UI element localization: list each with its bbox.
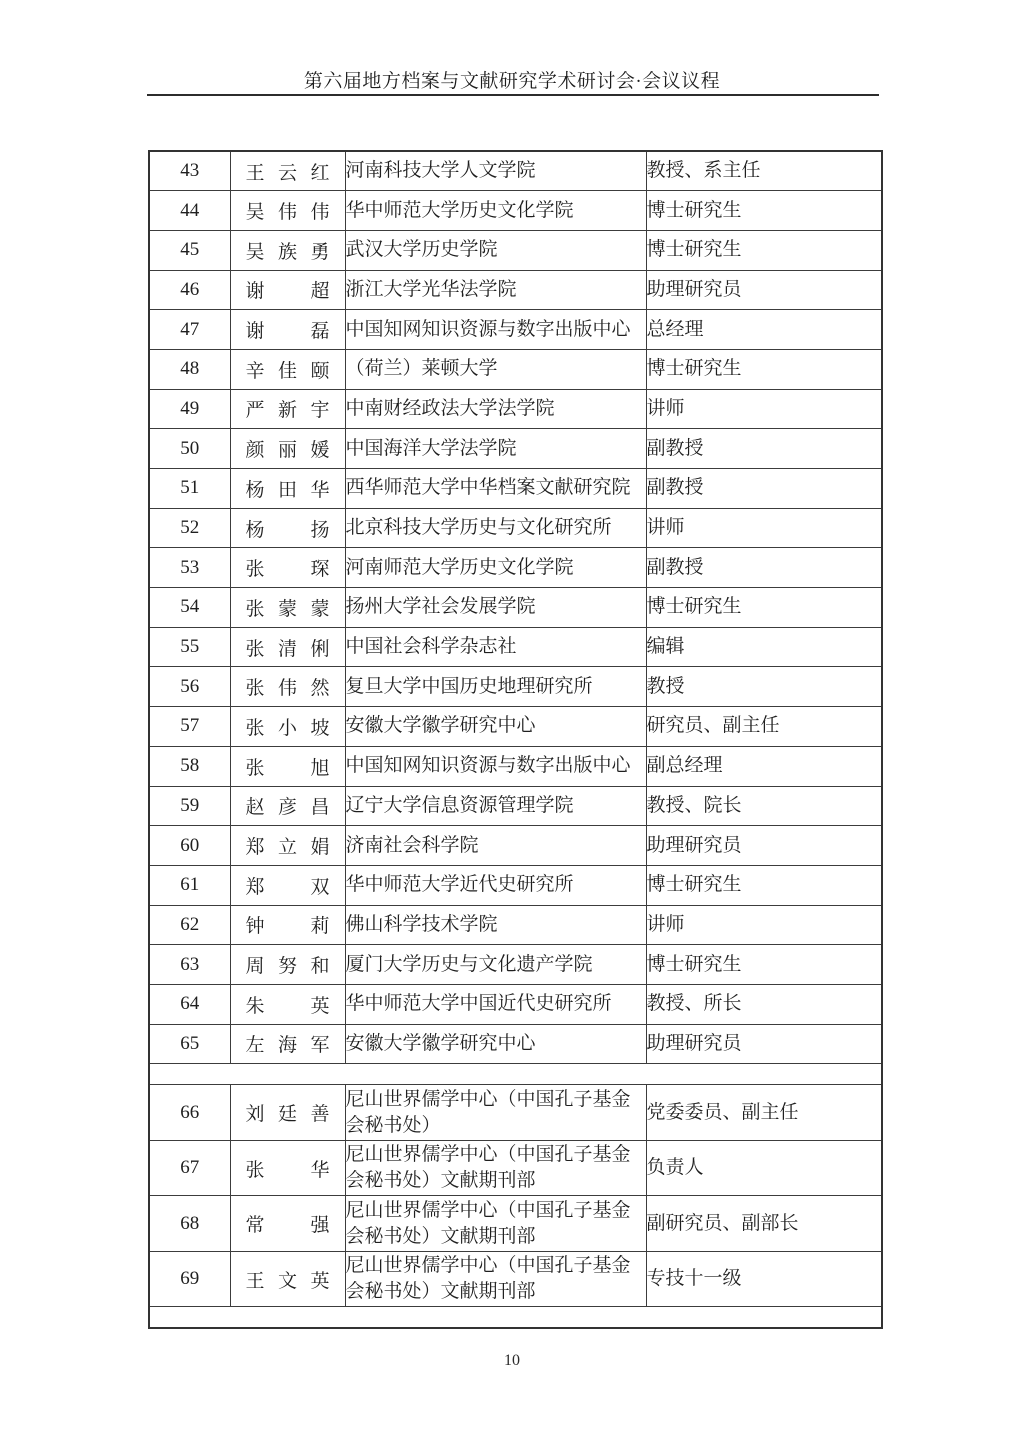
affiliation-cell: 华中师范大学历史文化学院 bbox=[345, 191, 646, 231]
position-cell: 总经理 bbox=[646, 310, 882, 350]
attendee-name: 常强 bbox=[245, 1215, 330, 1237]
affiliation-cell: （荷兰）莱顿大学 bbox=[345, 349, 646, 389]
attendee-name: 钟莉 bbox=[245, 916, 330, 938]
affiliation-cell: 中国知网知识资源与数字出版中心 bbox=[345, 310, 646, 350]
attendee-name: 王文英 bbox=[245, 1270, 330, 1292]
attendee-name-cell bbox=[230, 707, 345, 747]
position-cell: 党委委员、副主任 bbox=[646, 1085, 882, 1141]
attendee-name: 左海军 bbox=[245, 1035, 330, 1057]
row-number-cell: 50 bbox=[149, 429, 230, 469]
row-number-cell: 44 bbox=[149, 191, 230, 231]
attendee-name-cell bbox=[230, 270, 345, 310]
affiliation-cell: 复旦大学中国历史地理研究所 bbox=[345, 667, 646, 707]
row-number-cell: 55 bbox=[149, 627, 230, 667]
row-number-cell: 62 bbox=[149, 905, 230, 945]
position-cell: 负责人 bbox=[646, 1140, 882, 1196]
row-number-cell: 49 bbox=[149, 389, 230, 429]
row-number-cell: 60 bbox=[149, 826, 230, 866]
position-cell: 编辑 bbox=[646, 627, 882, 667]
header-divider-line bbox=[147, 94, 879, 96]
attendee-name: 赵彦昌 bbox=[245, 797, 330, 819]
attendee-name-cell bbox=[230, 389, 345, 429]
attendee-name-cell bbox=[230, 945, 345, 985]
attendee-name-cell bbox=[230, 667, 345, 707]
affiliation-cell: 尼山世界儒学中心（中国孔子基金会秘书处） bbox=[345, 1085, 646, 1141]
spacer-cell bbox=[149, 1307, 882, 1328]
participants-group-1 bbox=[149, 151, 882, 1064]
position-cell: 教授、系主任 bbox=[646, 151, 882, 191]
row-number-cell: 69 bbox=[149, 1251, 230, 1307]
table-row bbox=[149, 627, 882, 667]
position-cell: 副教授 bbox=[646, 469, 882, 509]
affiliation-cell: 扬州大学社会发展学院 bbox=[345, 588, 646, 628]
row-number-cell: 43 bbox=[149, 151, 230, 191]
affiliation-cell: 华中师范大学中国近代史研究所 bbox=[345, 984, 646, 1024]
table-row bbox=[149, 865, 882, 905]
attendee-name-cell bbox=[230, 310, 345, 350]
table-row bbox=[149, 508, 882, 548]
attendee-name-cell bbox=[230, 865, 345, 905]
attendee-name-cell bbox=[230, 469, 345, 509]
table-row bbox=[149, 1196, 882, 1252]
row-number-cell: 53 bbox=[149, 548, 230, 588]
participants-table bbox=[148, 150, 883, 1329]
attendee-name: 杨扬 bbox=[245, 519, 330, 541]
row-number-cell: 58 bbox=[149, 746, 230, 786]
table-spacer-row-bottom bbox=[149, 1307, 882, 1328]
affiliation-cell: 尼山世界儒学中心（中国孔子基金会秘书处）文献期刊部 bbox=[345, 1196, 646, 1252]
table-row bbox=[149, 1024, 882, 1064]
attendee-name-cell bbox=[230, 508, 345, 548]
affiliation-cell: 济南社会科学院 bbox=[345, 826, 646, 866]
position-cell: 助理研究员 bbox=[646, 1024, 882, 1064]
table-row bbox=[149, 151, 882, 191]
table-row bbox=[149, 984, 882, 1024]
table-row bbox=[149, 826, 882, 866]
attendee-name-cell bbox=[230, 588, 345, 628]
attendee-name: 郑立娟 bbox=[245, 837, 330, 859]
attendee-name-cell bbox=[230, 1024, 345, 1064]
table-row bbox=[149, 588, 882, 628]
position-cell: 博士研究生 bbox=[646, 191, 882, 231]
position-cell: 教授、院长 bbox=[646, 786, 882, 826]
table-row bbox=[149, 429, 882, 469]
position-cell: 副教授 bbox=[646, 429, 882, 469]
table-row bbox=[149, 270, 882, 310]
attendee-name: 张伟然 bbox=[245, 678, 330, 700]
row-number-cell: 63 bbox=[149, 945, 230, 985]
affiliation-cell: 中国海洋大学法学院 bbox=[345, 429, 646, 469]
attendee-name-cell bbox=[230, 1085, 345, 1141]
attendee-name: 杨田华 bbox=[245, 479, 330, 501]
attendee-name-cell bbox=[230, 548, 345, 588]
attendee-name-cell bbox=[230, 905, 345, 945]
row-number-cell: 67 bbox=[149, 1140, 230, 1196]
attendee-name-cell bbox=[230, 429, 345, 469]
affiliation-cell: 河南师范大学历史文化学院 bbox=[345, 548, 646, 588]
attendee-name: 张琛 bbox=[245, 559, 330, 581]
page-number: 10 bbox=[504, 1352, 520, 1369]
affiliation-cell: 安徽大学徽学研究中心 bbox=[345, 1024, 646, 1064]
affiliation-cell: 尼山世界儒学中心（中国孔子基金会秘书处）文献期刊部 bbox=[345, 1251, 646, 1307]
attendee-name-cell bbox=[230, 151, 345, 191]
affiliation-cell: 厦门大学历史与文化遗产学院 bbox=[345, 945, 646, 985]
attendee-name: 周努和 bbox=[245, 956, 330, 978]
attendee-name-cell bbox=[230, 984, 345, 1024]
table-row bbox=[149, 905, 882, 945]
attendee-name-cell bbox=[230, 746, 345, 786]
affiliation-cell: 安徽大学徽学研究中心 bbox=[345, 707, 646, 747]
table-row bbox=[149, 469, 882, 509]
attendee-name: 张旭 bbox=[245, 757, 330, 779]
attendee-name-cell bbox=[230, 826, 345, 866]
row-number-cell: 52 bbox=[149, 508, 230, 548]
row-number-cell: 46 bbox=[149, 270, 230, 310]
row-number-cell: 57 bbox=[149, 707, 230, 747]
table-row bbox=[149, 548, 882, 588]
affiliation-cell: 辽宁大学信息资源管理学院 bbox=[345, 786, 646, 826]
row-number-cell: 65 bbox=[149, 1024, 230, 1064]
attendee-name: 郑双 bbox=[245, 876, 330, 898]
affiliation-cell: 浙江大学光华法学院 bbox=[345, 270, 646, 310]
table-row bbox=[149, 707, 882, 747]
attendee-name: 严新宇 bbox=[245, 400, 330, 422]
row-number-cell: 56 bbox=[149, 667, 230, 707]
spacer-row bbox=[149, 1064, 882, 1085]
spacer-cell bbox=[149, 1064, 882, 1085]
position-cell: 教授、所长 bbox=[646, 984, 882, 1024]
position-cell: 博士研究生 bbox=[646, 945, 882, 985]
attendee-name-cell bbox=[230, 1196, 345, 1252]
table-row bbox=[149, 786, 882, 826]
row-number-cell: 47 bbox=[149, 310, 230, 350]
affiliation-cell: 佛山科学技术学院 bbox=[345, 905, 646, 945]
table-row bbox=[149, 310, 882, 350]
row-number-cell: 51 bbox=[149, 469, 230, 509]
position-cell: 专技十一级 bbox=[646, 1251, 882, 1307]
position-cell: 副研究员、副部长 bbox=[646, 1196, 882, 1252]
affiliation-cell: 尼山世界儒学中心（中国孔子基金会秘书处）文献期刊部 bbox=[345, 1140, 646, 1196]
row-number-cell: 45 bbox=[149, 230, 230, 270]
position-cell: 教授 bbox=[646, 667, 882, 707]
table-spacer-row bbox=[149, 1064, 882, 1085]
table-row bbox=[149, 389, 882, 429]
attendee-name-cell bbox=[230, 1251, 345, 1307]
row-number-cell: 66 bbox=[149, 1085, 230, 1141]
position-cell: 博士研究生 bbox=[646, 230, 882, 270]
page-title: 第六届地方档案与文献研究学术研讨会·会议议程 bbox=[303, 71, 721, 92]
position-cell: 讲师 bbox=[646, 389, 882, 429]
position-cell: 研究员、副主任 bbox=[646, 707, 882, 747]
row-number-cell: 64 bbox=[149, 984, 230, 1024]
affiliation-cell: 中国社会科学杂志社 bbox=[345, 627, 646, 667]
attendee-name: 颜丽媛 bbox=[245, 440, 330, 462]
attendee-name-cell bbox=[230, 191, 345, 231]
attendee-name-cell bbox=[230, 627, 345, 667]
row-number-cell: 48 bbox=[149, 349, 230, 389]
attendee-name: 谢超 bbox=[245, 281, 330, 303]
position-cell: 助理研究员 bbox=[646, 270, 882, 310]
spacer-row bbox=[149, 1307, 882, 1328]
table-row bbox=[149, 349, 882, 389]
attendee-name-cell bbox=[230, 1140, 345, 1196]
attendee-name: 刘廷善 bbox=[245, 1104, 330, 1126]
table-row bbox=[149, 1085, 882, 1141]
position-cell: 副教授 bbox=[646, 548, 882, 588]
attendee-name-cell bbox=[230, 230, 345, 270]
affiliation-cell: 中国知网知识资源与数字出版中心 bbox=[345, 746, 646, 786]
attendee-name: 王云红 bbox=[245, 162, 330, 184]
attendee-name: 吴伟伟 bbox=[245, 202, 330, 224]
affiliation-cell: 西华师范大学中华档案文献研究院 bbox=[345, 469, 646, 509]
affiliation-cell: 河南科技大学人文学院 bbox=[345, 151, 646, 191]
attendee-name: 吴族勇 bbox=[245, 241, 330, 263]
row-number-cell: 54 bbox=[149, 588, 230, 628]
position-cell: 博士研究生 bbox=[646, 588, 882, 628]
table-row bbox=[149, 667, 882, 707]
attendee-name: 张清俐 bbox=[245, 638, 330, 660]
attendee-name: 辛佳颐 bbox=[245, 360, 330, 382]
attendee-name: 朱英 bbox=[245, 995, 330, 1017]
row-number-cell: 61 bbox=[149, 865, 230, 905]
table-row bbox=[149, 1140, 882, 1196]
row-number-cell: 68 bbox=[149, 1196, 230, 1252]
attendee-name-cell bbox=[230, 786, 345, 826]
affiliation-cell: 华中师范大学近代史研究所 bbox=[345, 865, 646, 905]
affiliation-cell: 武汉大学历史学院 bbox=[345, 230, 646, 270]
position-cell: 博士研究生 bbox=[646, 865, 882, 905]
attendee-name-cell bbox=[230, 349, 345, 389]
attendee-name: 张蒙蒙 bbox=[245, 598, 330, 620]
table-row bbox=[149, 1251, 882, 1307]
participants-group-2 bbox=[149, 1085, 882, 1307]
affiliation-cell: 中南财经政法大学法学院 bbox=[345, 389, 646, 429]
affiliation-cell: 北京科技大学历史与文化研究所 bbox=[345, 508, 646, 548]
attendee-name: 张华 bbox=[245, 1159, 330, 1181]
table-row bbox=[149, 945, 882, 985]
position-cell: 讲师 bbox=[646, 905, 882, 945]
position-cell: 副总经理 bbox=[646, 746, 882, 786]
attendee-name: 谢磊 bbox=[245, 321, 330, 343]
position-cell: 讲师 bbox=[646, 508, 882, 548]
position-cell: 助理研究员 bbox=[646, 826, 882, 866]
attendee-name: 张小坡 bbox=[245, 717, 330, 739]
table-row bbox=[149, 191, 882, 231]
position-cell: 博士研究生 bbox=[646, 349, 882, 389]
row-number-cell: 59 bbox=[149, 786, 230, 826]
table-row bbox=[149, 230, 882, 270]
table-row bbox=[149, 746, 882, 786]
